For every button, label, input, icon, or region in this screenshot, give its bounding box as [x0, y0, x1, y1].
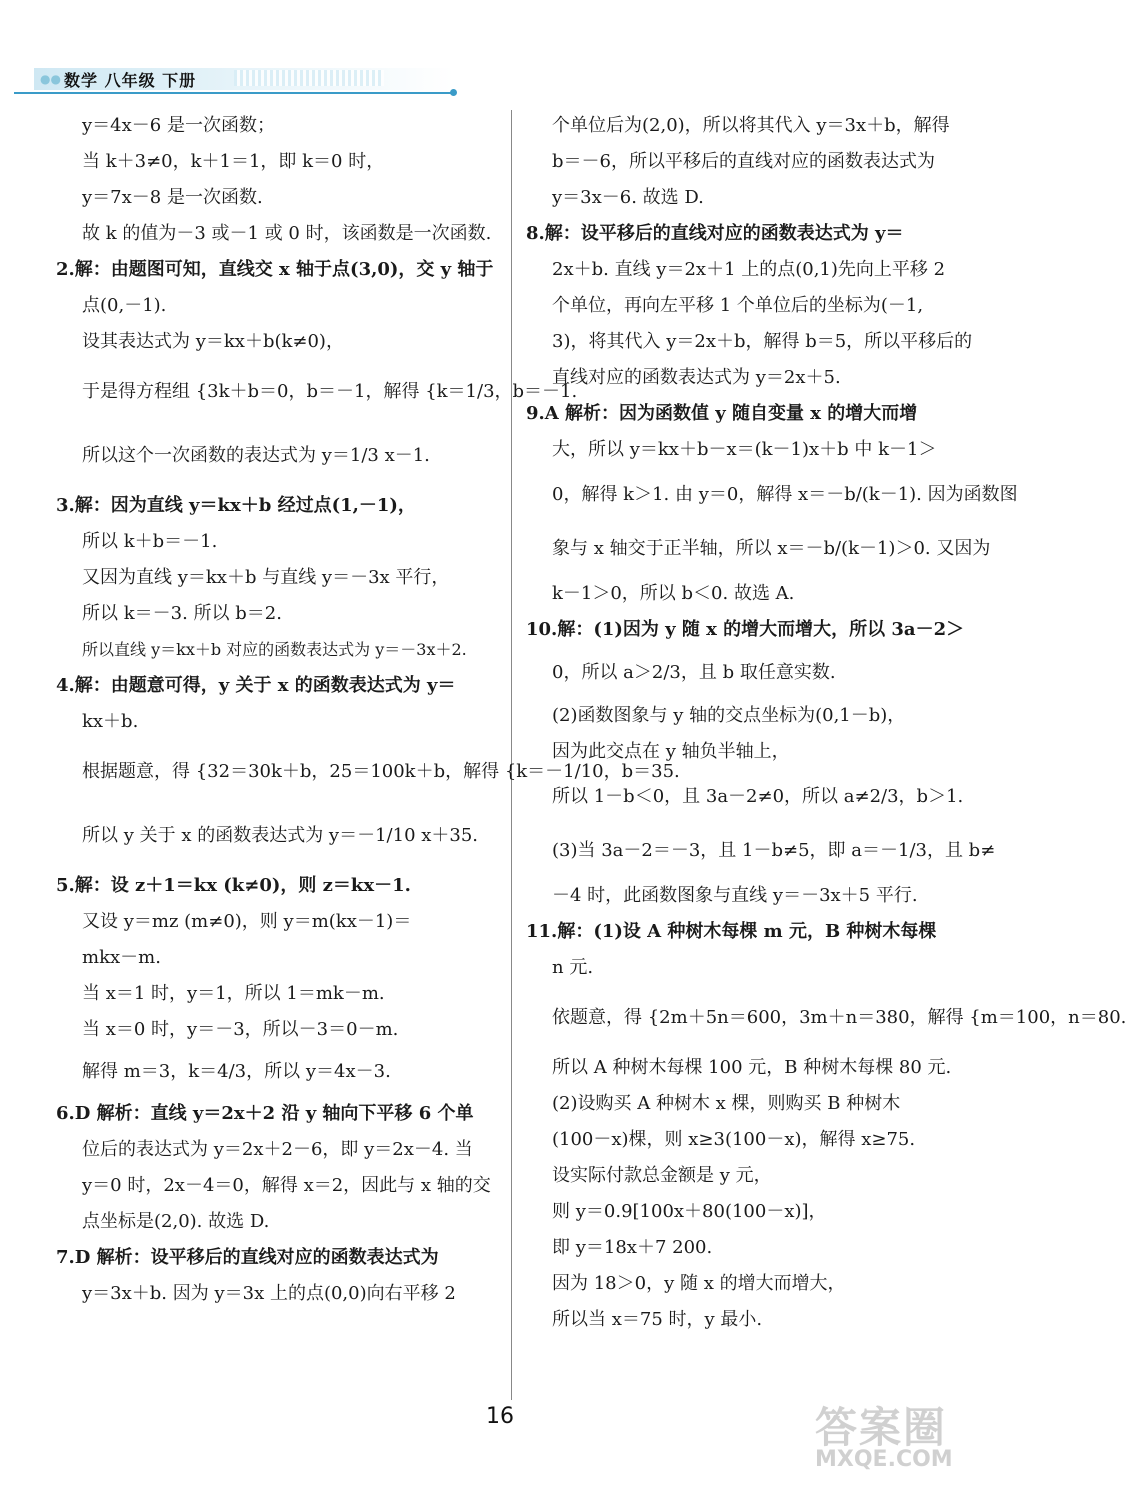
answer-7: 7.D 解析：设平移后的直线对应的函数表达式为 — [56, 1247, 439, 1268]
text-line: mkx－m. — [82, 947, 161, 968]
text-line: 点坐标是(2,0). 故选 D. — [82, 1211, 270, 1232]
text-line: 则 y＝0.9[100x＋80(100－x)]， — [552, 1201, 827, 1222]
text-line: 解得 m＝3，k＝4/3，所以 y＝4x－3. — [82, 1061, 391, 1082]
equation-system: 根据题意，得 {32＝30k＋b，25＝100k＋b，解得 {k＝－1/10，b＝35. — [82, 761, 680, 782]
right-column — [526, 108, 1126, 1338]
text-line: 3)，将其代入 y＝2x＋b，解得 b＝5，所以平移后的 — [552, 331, 973, 352]
header-dots-icon: ●● — [40, 72, 61, 86]
text-line: 所以直线 y＝kx＋b 对应的函数表达式为 y＝－3x＋2. — [82, 640, 467, 659]
header-decoration — [234, 70, 384, 86]
watermark-url: MXQE.COM — [815, 1447, 953, 1472]
text-line: 因为 18＞0，y 随 x 的增大而增大， — [552, 1273, 846, 1294]
answer-2: 2.解：由题图可知，直线交 x 轴于点(3,0)，交 y 轴于 — [56, 259, 494, 280]
text-line: 又设 y＝mz (m≠0)，则 y＝m(kx－1)＝ — [82, 911, 412, 932]
text-line: 个单位后为(2,0)，所以将其代入 y＝3x＋b，解得 — [552, 115, 950, 136]
text-line: 所以 k＋b＝－1. — [82, 531, 218, 552]
text-line: 个单位，再向左平移 1 个单位后的坐标为(－1, — [552, 295, 924, 316]
text-line: 所以 k＝－3. 所以 b＝2. — [82, 603, 282, 624]
text-line: (3)当 3a－2＝－3，且 1－b≠5，即 a＝－1/3，且 b≠ — [552, 840, 996, 861]
text-line: kx＋b. — [82, 711, 139, 732]
text-line: 所以这个一次函数的表达式为 y＝1/3 x－1. — [82, 445, 430, 466]
text-line: n 元. — [552, 957, 594, 978]
text-line: 当 x＝1 时，y＝1，所以 1＝mk－m. — [82, 983, 385, 1004]
text-line: 直线对应的函数表达式为 y＝2x＋5. — [552, 367, 841, 388]
equation-system: 依题意，得 {2m＋5n＝600，3m＋n＝380，解得 {m＝100，n＝80. — [552, 1007, 1126, 1028]
text-line: 所以 y 关于 x 的函数表达式为 y＝－1/10 x＋35. — [82, 825, 479, 846]
header-rule — [14, 92, 454, 94]
watermark-logo — [815, 1395, 995, 1490]
text-line: 所以 A 种树木每棵 100 元，B 种树木每棵 80 元. — [552, 1057, 952, 1078]
text-line: y＝3x＋b. 因为 y＝3x 上的点(0,0)向右平移 2 — [82, 1283, 456, 1304]
header-rule-end-dot — [450, 89, 457, 96]
answer-11: 11.解：(1)设 A 种树木每棵 m 元，B 种树木每棵 — [526, 921, 937, 942]
answer-8: 8.解：设平移后的直线对应的函数表达式为 y＝ — [526, 223, 904, 244]
answer-4: 4.解：由题意可得，y 关于 x 的函数表达式为 y＝ — [56, 675, 456, 696]
text-line: 又因为直线 y＝kx＋b 与直线 y＝－3x 平行， — [82, 567, 450, 588]
text-line: 点(0,－1). — [82, 295, 167, 316]
text-line: 大，所以 y＝kx＋b－x＝(k－1)x＋b 中 k－1＞ — [552, 439, 937, 460]
text-line: 象与 x 轴交于正半轴，所以 x＝－b/(k－1)＞0. 又因为 — [552, 538, 991, 559]
text-line: 即 y＝18x＋7 200. — [552, 1237, 713, 1258]
text-line: k－1＞0，所以 b＜0. 故选 A. — [552, 583, 795, 604]
page-header — [14, 62, 459, 96]
equation-system: 于是得方程组 {3k＋b＝0，b＝－1，解得 {k＝1/3，b＝－1. — [82, 381, 578, 402]
text-line: (2)设购买 A 种树木 x 棵，则购买 B 种树木 — [552, 1093, 901, 1114]
text-line: b＝－6，所以平移后的直线对应的函数表达式为 — [552, 151, 935, 172]
answer-9: 9.A 解析：因为函数值 y 随自变量 x 的增大而增 — [526, 403, 918, 424]
text-line: y＝7x－8 是一次函数. — [82, 187, 263, 208]
text-line: y＝4x－6 是一次函数； — [82, 115, 275, 136]
text-line: 设实际付款总金额是 y 元， — [552, 1165, 772, 1186]
text-line: 当 k＋3≠0，k＋1＝1，即 k＝0 时， — [82, 151, 385, 172]
text-line: (2)函数图象与 y 轴的交点坐标为(0,1－b)， — [552, 705, 906, 726]
book-title: 数学 八年级 下册 — [64, 71, 197, 90]
text-line: y＝3x－6. 故选 D. — [552, 187, 704, 208]
text-line: 所以当 x＝75 时，y 最小. — [552, 1309, 763, 1330]
answer-3: 3.解：因为直线 y＝kx＋b 经过点(1,－1)， — [56, 495, 416, 516]
text-line: 0，所以 a＞2/3，且 b 取任意实数. — [552, 662, 836, 683]
answer-10: 10.解：(1)因为 y 随 x 的增大而增大，所以 3a－2＞ — [526, 619, 965, 640]
page-number: 16 — [486, 1404, 514, 1429]
answer-5: 5.解：设 z＋1＝kx (k≠0)，则 z＝kx－1. — [56, 875, 411, 896]
text-line: 因为此交点在 y 轴负半轴上， — [552, 741, 790, 762]
text-line: y＝0 时，2x－4＝0，解得 x＝2，因此与 x 轴的交 — [82, 1175, 491, 1196]
text-line: 位后的表达式为 y＝2x＋2－6，即 y＝2x－4. 当 — [82, 1139, 473, 1160]
text-line: (100－x)棵，则 x≥3(100－x)，解得 x≥75. — [552, 1129, 916, 1150]
text-line: 所以 1－b＜0，且 3a－2≠0，所以 a≠2/3，b＞1. — [552, 786, 964, 807]
watermark-text: 答案圈 — [815, 1403, 948, 1452]
text-line: 故 k 的值为－3 或－1 或 0 时，该函数是一次函数. — [82, 223, 492, 244]
text-line: 设其表达式为 y＝kx＋b(k≠0)， — [82, 331, 344, 352]
answer-6: 6.D 解析：直线 y＝2x＋2 沿 y 轴向下平移 6 个单 — [56, 1103, 474, 1124]
text-line: －4 时，此函数图象与直线 y＝－3x＋5 平行. — [552, 885, 918, 906]
text-line: 当 x＝0 时，y＝－3，所以－3＝0－m. — [82, 1019, 399, 1040]
text-line: 0，解得 k＞1. 由 y＝0，解得 x＝－b/(k－1). 因为函数图 — [552, 484, 1018, 505]
text-line: 2x＋b. 直线 y＝2x＋1 上的点(0,1)先向上平移 2 — [552, 259, 946, 280]
